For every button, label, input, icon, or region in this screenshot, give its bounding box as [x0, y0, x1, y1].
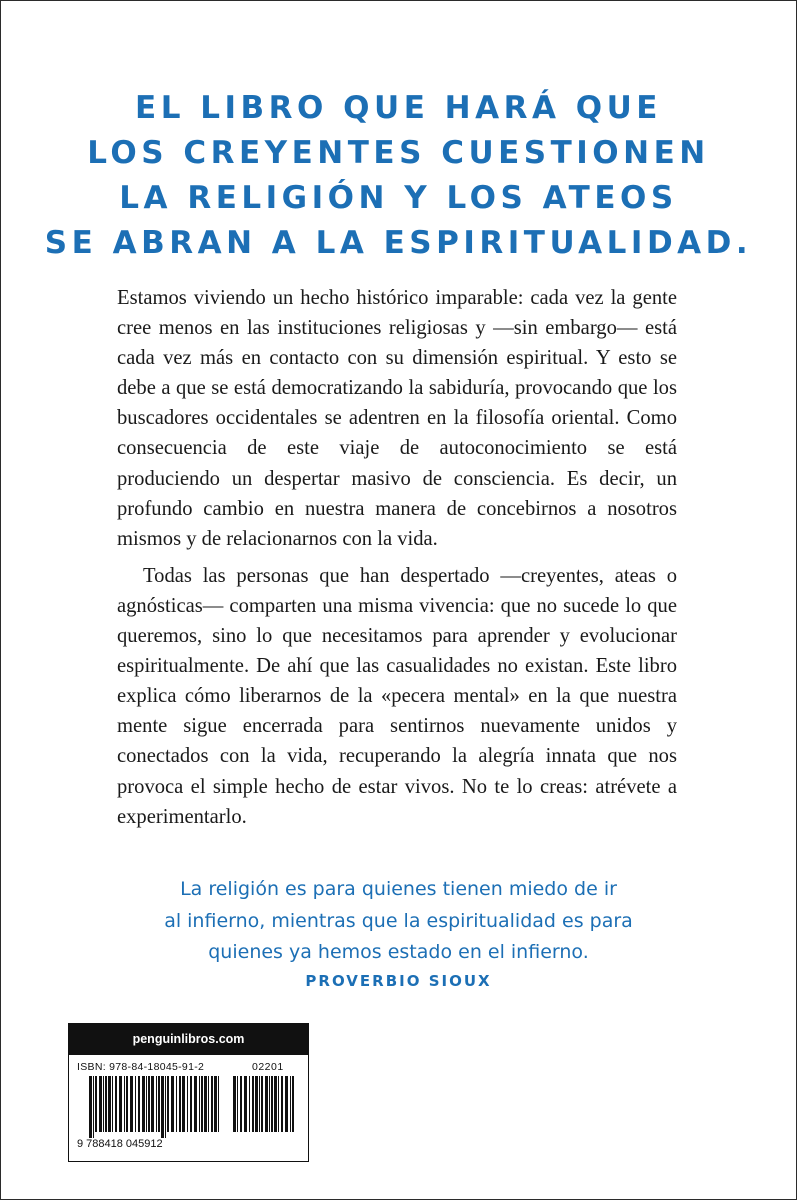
barcode-bar [126, 1076, 128, 1132]
barcode-bar [208, 1076, 209, 1132]
barcode-bar [112, 1076, 113, 1132]
barcode-bar [271, 1076, 273, 1132]
barcode-bar [214, 1076, 217, 1132]
barcode-bar [237, 1076, 238, 1132]
quote-line-3: quienes ya hemos estado en el infierno. [208, 941, 589, 963]
barcode-bar [151, 1076, 154, 1132]
barcode-bar [259, 1076, 260, 1132]
barcode-bar [89, 1076, 92, 1138]
barcode-bar [93, 1076, 94, 1138]
barcode-bar [146, 1076, 147, 1132]
barcode-bar [138, 1076, 140, 1132]
barcode-bar [103, 1076, 104, 1132]
barcode-bar [252, 1076, 254, 1132]
barcode-bar [204, 1076, 207, 1132]
headline [0, 86, 797, 266]
barcode-bar [176, 1076, 177, 1132]
barcode-bar [201, 1076, 203, 1132]
barcode-bar [255, 1076, 258, 1132]
barcode-bar [233, 1076, 236, 1132]
headline-line-2: LOS CREYENTES CUESTIONEN [87, 135, 710, 171]
barcode-bar [199, 1076, 200, 1132]
barcode-bar [290, 1076, 291, 1132]
barcode-bar [135, 1076, 136, 1132]
barcode-bar [218, 1076, 219, 1132]
barcode-bar [182, 1076, 185, 1132]
barcode-bar [278, 1076, 279, 1132]
publisher-website: penguinlibros.com [69, 1024, 308, 1055]
barcode-bar [244, 1076, 247, 1132]
addon-barcode-bars [233, 1076, 294, 1132]
barcode-bar [105, 1076, 107, 1132]
barcode-bar [115, 1076, 117, 1132]
barcode-bar [167, 1076, 169, 1132]
barcode-bar [124, 1076, 125, 1132]
barcode-image [69, 1074, 308, 1138]
headline-line-4: SE ABRAN A LA ESPIRITUALIDAD. [44, 225, 753, 261]
barcode-bar [194, 1076, 197, 1132]
quote-attribution: PROVERBIO SIOUX [305, 972, 492, 990]
barcode-bar [285, 1076, 288, 1132]
isbn-label: ISBN: 978-84-18045-91-2 [77, 1061, 205, 1073]
headline-line-1: EL LIBRO QUE HARÁ QUE [135, 90, 662, 126]
barcode-bar [161, 1076, 164, 1138]
barcode-bar [292, 1076, 294, 1132]
synopsis-paragraph-2: Todas las personas que han despertado —creyentes, ateas o agnósticas— comparten una misma vivencia: que no sucede lo que queremos, sino lo que necesitamos para aprender y evolucionar espiritualmente. De ahí que las casualidades no existan. Este libro explica cómo liberarnos de la «pecera mental» en la que nuestra mente sigue encerrada para sentirnos nuevamente unidos y conectados con la vida, recuperando la alegría innata que nos provoca el simple hecho de estar vivos. No te lo creas: atrévete a experimentarlo. [117, 564, 677, 828]
barcode-bar [108, 1076, 111, 1132]
barcode-bar [148, 1076, 150, 1132]
synopsis-paragraph-1: Estamos viviendo un hecho histórico imparable: cada vez la gente cree menos en las instituciones religiosas y —sin embargo— está cada vez más en contacto con su dimensión espiritual. Y esto se debe a que se está democratizando la sabiduría, provocando que los buscadores occidentales se adentren en la filosofía oriental. Como consecuencia de este viaje de autoconocimiento se está produciendo un despertar masivo de consciencia. Es decir, un profundo cambio en nuestra manera de concebirnos a nosotros mismos y de relacionarnos con la vida. [117, 287, 677, 550]
ean-barcode-bars [89, 1076, 219, 1138]
quote-line-2: al infierno, mientras que la espiritualidad es para [164, 909, 633, 932]
barcode-bar [99, 1076, 102, 1132]
barcode-bar [95, 1076, 97, 1132]
barcode-bar [240, 1076, 242, 1132]
barcode-bar [119, 1076, 122, 1132]
barcode-bar [281, 1076, 283, 1132]
barcode-bar [171, 1076, 174, 1132]
headline-line-3: LA RELIGIÓN Y LOS ATEOS [119, 180, 678, 216]
barcode-bar [187, 1076, 188, 1132]
barcode-bar [211, 1076, 213, 1132]
barcode-block [68, 1023, 309, 1162]
barcode-bar [249, 1076, 250, 1132]
synopsis [117, 283, 677, 832]
quote-line-1: La religión es para quienes tienen miedo de ir [180, 878, 617, 900]
barcode-bar [142, 1076, 145, 1132]
ean-number: 9 788418 045912 [77, 1138, 163, 1150]
barcode-bar [130, 1076, 133, 1132]
barcode-bar [261, 1076, 263, 1132]
epigraph-quote [100, 874, 697, 969]
barcode-bar [158, 1076, 160, 1132]
barcode-bar [165, 1076, 166, 1138]
barcode-bar [274, 1076, 277, 1132]
barcode-bar [179, 1076, 181, 1132]
barcode-bar [190, 1076, 192, 1132]
barcode-bar [265, 1076, 268, 1132]
barcode-bar [269, 1076, 270, 1132]
barcode-bar [156, 1076, 157, 1132]
price-code-label: 02201 [252, 1061, 284, 1073]
